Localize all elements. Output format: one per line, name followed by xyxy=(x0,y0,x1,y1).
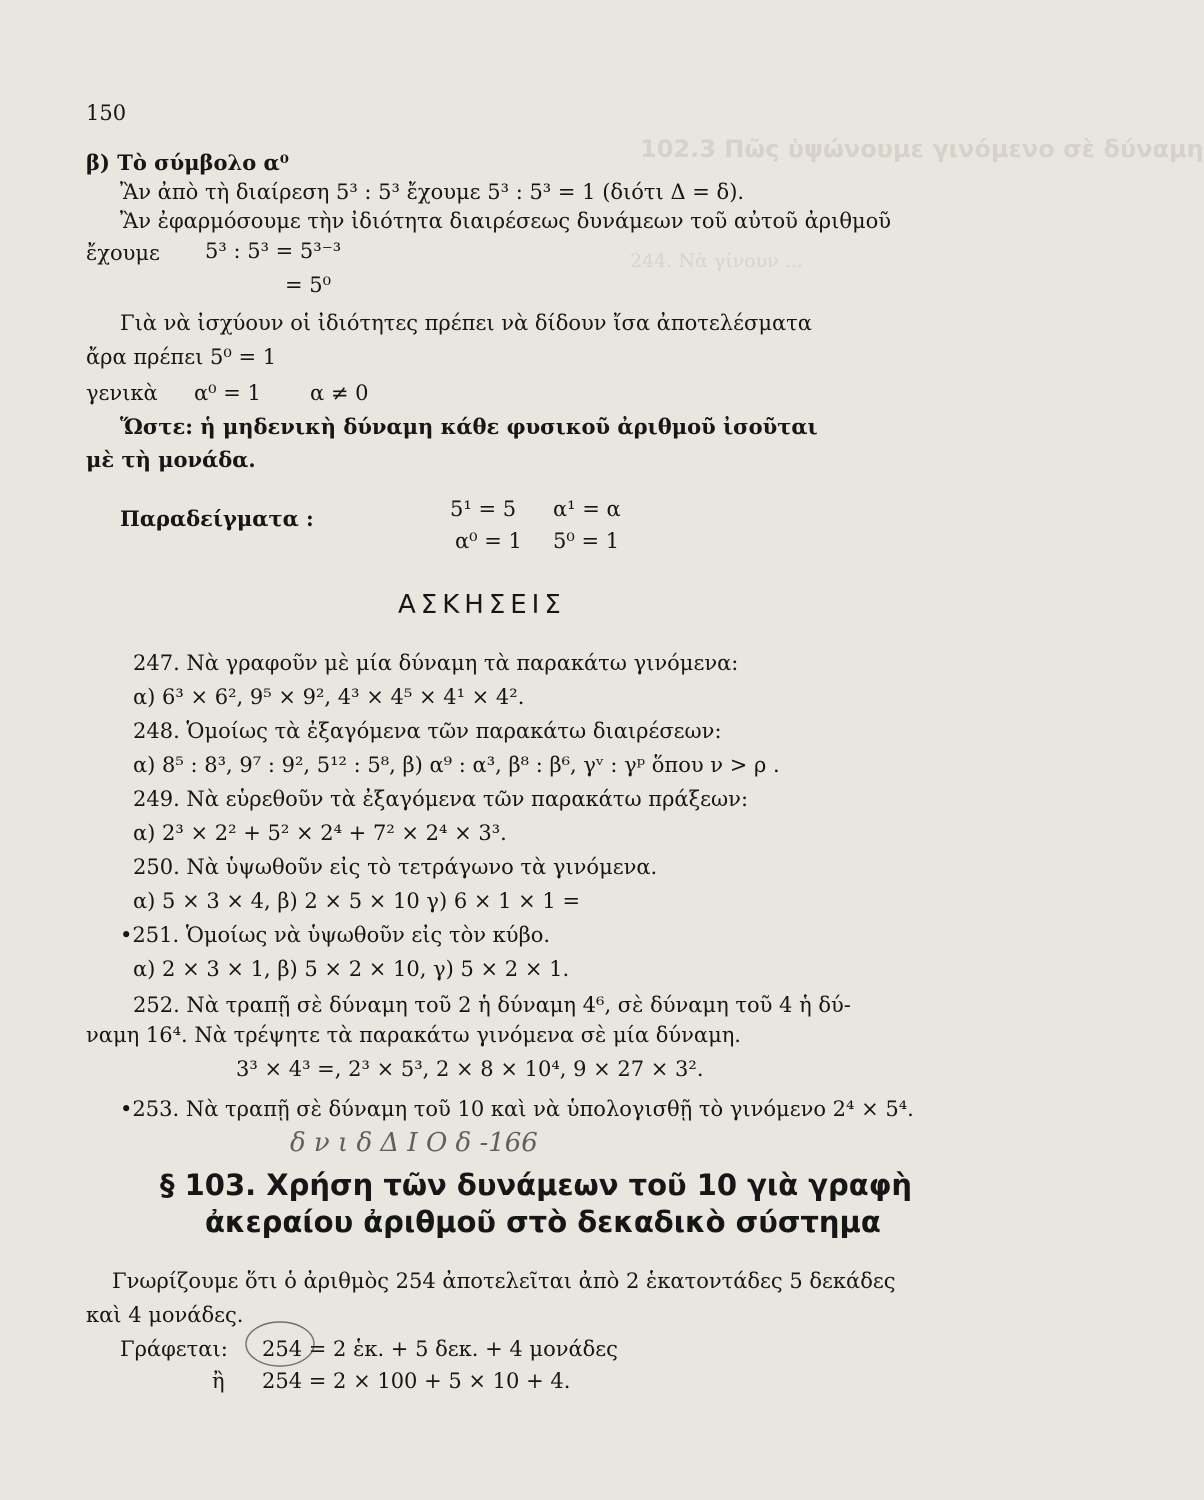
equation: α⁰ = 1 xyxy=(194,381,261,405)
section-title: ἀκεραίου ἀριθμοῦ στὸ δεκαδικὸ σύστημα xyxy=(205,1205,881,1239)
bleed-through-text: 244. Νὰ γίνουν ... xyxy=(630,250,803,272)
text-line: γενικὰ xyxy=(86,381,158,405)
paragraph-line: καὶ 4 μονάδες. xyxy=(86,1303,244,1327)
equation: 5⁰ = 1 xyxy=(553,529,620,553)
paragraph-line: Γνωρίζουμε ὅτι ὁ ἀριθμὸς 254 ἀποτελεῖται ἀπὸ 2 ἑκατοντάδες 5 δεκάδες xyxy=(112,1269,896,1293)
equation: 254 = 2 × 100 + 5 × 10 + 4. xyxy=(262,1369,571,1393)
text-line: ἄρα πρέπει 5⁰ = 1 xyxy=(86,345,277,369)
bleed-through-heading: 102.3 Πῶς ὑψώνουμε γινόμενο σὲ δύναμη xyxy=(640,135,1204,163)
text-line: Ἂν ἐφαρμόσουμε τὴν ἰδιότητα διαιρέσεως δυνάμεων τοῦ αὐτοῦ ἀριθμοῦ xyxy=(120,209,892,233)
equation: 5¹ = 5 xyxy=(450,497,517,521)
rule-statement: Ὥστε: ἡ μηδενικὴ δύναμη κάθε φυσικοῦ ἀριθμοῦ ἰσοῦται xyxy=(120,414,818,439)
paragraph-line: ἢ xyxy=(212,1369,225,1393)
exercises-heading: ΑΣΚΗΣΕΙΣ xyxy=(398,590,566,620)
section-title: § 103. Χρήση τῶν δυνάμεων τοῦ 10 γιὰ γραφὴ xyxy=(160,1168,913,1202)
equation: 254 = 2 ἑκ. + 5 δεκ. + 4 μονάδες xyxy=(262,1337,618,1361)
page-number: 150 xyxy=(86,101,127,125)
exercise-247: 247. Νὰ γραφοῦν μὲ μία δύναμη τὰ παρακάτω γινόμενα: xyxy=(133,651,739,675)
text-line: Γιὰ νὰ ἰσχύουν οἱ ἰδιότητες πρέπει νὰ δίδουν ἴσα ἀποτελέσματα xyxy=(120,311,812,335)
equation: 5³ : 5³ = 5³⁻³ xyxy=(205,239,342,263)
exercise-250-items: α) 5 × 3 × 4, β) 2 × 5 × 10 γ) 6 × 1 × 1 = xyxy=(133,889,581,913)
rule-statement: μὲ τὴ μονάδα. xyxy=(86,447,256,472)
exercise-250: 250. Νὰ ὑψωθοῦν εἰς τὸ τετράγωνο τὰ γινόμενα. xyxy=(133,855,658,879)
exercise-249: 249. Νὰ εὑρεθοῦν τὰ ἐξαγόμενα τῶν παρακάτω πράξεων: xyxy=(133,787,749,811)
exercise-251-items: α) 2 × 3 × 1, β) 5 × 2 × 10, γ) 5 × 2 × 1. xyxy=(133,957,570,981)
handwritten-scribble: δ ν ι δ Δ Ι Ο δ -166 xyxy=(290,1128,538,1158)
exercise-251: •251. Ὁμοίως νὰ ὑψωθοῦν εἰς τὸν κύβο. xyxy=(120,923,551,947)
pen-circle-mark xyxy=(240,1316,320,1372)
exercise-252-items: 3³ × 4³ =, 2³ × 5³, 2 × 8 × 10⁴, 9 × 27 × 3². xyxy=(236,1057,704,1081)
equation: = 5⁰ xyxy=(285,273,332,297)
exercise-253: •253. Νὰ τραπῇ σὲ δύναμη τοῦ 10 καὶ νὰ ὑπολογισθῇ τὸ γινόμενο 2⁴ × 5⁴. xyxy=(120,1097,914,1121)
text-line: ἔχουμε xyxy=(86,241,160,265)
exercise-248: 248. Ὁμοίως τὰ ἐξαγόμενα τῶν παρακάτω διαιρέσεων: xyxy=(133,719,722,743)
text-line: Ἂν ἀπὸ τὴ διαίρεση 5³ : 5³ ἔχουμε 5³ : 5³ = 1 (διότι Δ = δ). xyxy=(120,180,745,204)
exercise-248-items: α) 8⁵ : 8³, 9⁷ : 9², 5¹² : 5⁸, β) α⁹ : α³, β⁸ : β⁶, γᵛ : γᵖ ὅπου ν > ρ . xyxy=(133,753,780,777)
examples-label: Παραδείγματα : xyxy=(120,506,314,531)
equation: α ≠ 0 xyxy=(310,381,369,405)
equation: α⁰ = 1 xyxy=(455,529,522,553)
subsection-heading: β) Τὸ σύμβολο α⁰ xyxy=(86,150,289,175)
exercise-252-cont: ναμη 16⁴. Νὰ τρέψητε τὰ παρακάτω γινόμενα σὲ μία δύναμη. xyxy=(86,1023,741,1047)
exercise-249-items: α) 2³ × 2² + 5² × 2⁴ + 7² × 2⁴ × 3³. xyxy=(133,821,507,845)
paragraph-line: Γράφεται: xyxy=(120,1337,228,1361)
exercise-247-items: α) 6³ × 6², 9⁵ × 9², 4³ × 4⁵ × 4¹ × 4². xyxy=(133,685,525,709)
equation: α¹ = α xyxy=(553,497,621,521)
exercise-252: 252. Νὰ τραπῇ σὲ δύναμη τοῦ 2 ἡ δύναμη 4⁶, σὲ δύναμη τοῦ 4 ἡ δύ- xyxy=(133,993,851,1017)
